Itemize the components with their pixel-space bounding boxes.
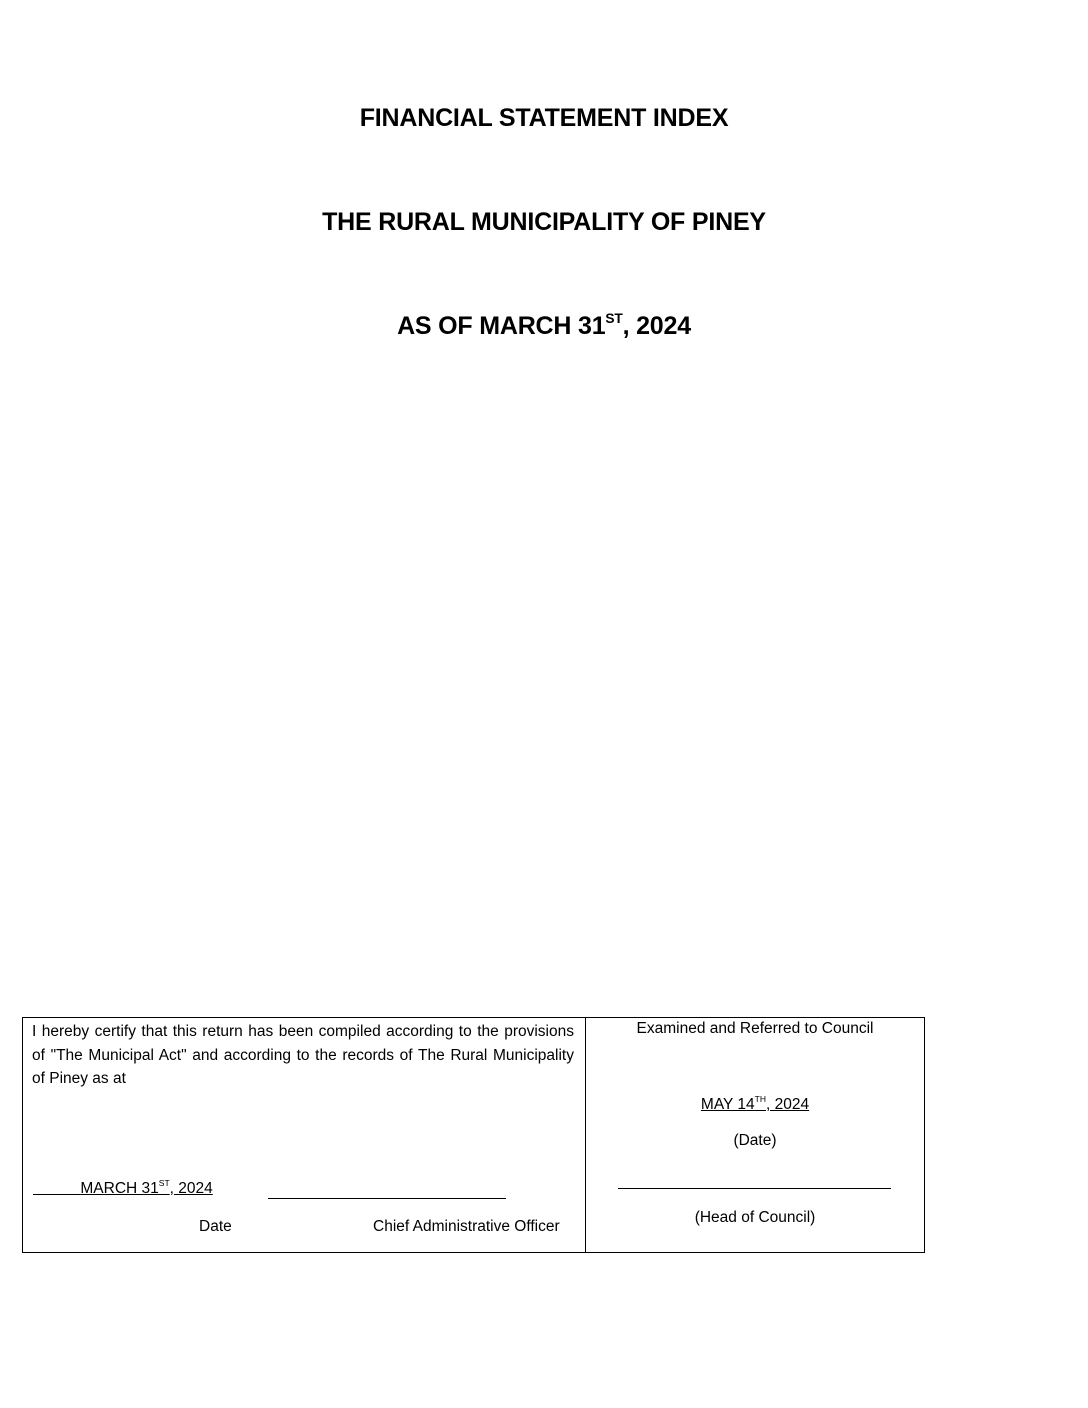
- certification-date-suffix: , 2024: [169, 1180, 213, 1197]
- council-signature-label: (Head of Council): [694, 1209, 816, 1226]
- as-of-date-sup: ST: [605, 311, 623, 327]
- certification-statement: I hereby certify that this return has been compiled according to the provisions of "The Municipal Act" and according to the records of The Rural Municipality of Piney as at: [32, 1023, 574, 1087]
- council-heading: Examined and Referred to Council: [636, 1020, 874, 1037]
- council-date-sup: TH: [754, 1094, 766, 1104]
- council-date-suffix: , 2024: [765, 1096, 810, 1113]
- council-date-prefix: MAY 14: [700, 1096, 755, 1113]
- certification-box: [22, 1017, 925, 1253]
- council-date-label: (Date): [733, 1132, 777, 1149]
- officer-signature-line: [268, 1198, 506, 1199]
- certification-date-prefix: MARCH 31: [80, 1180, 159, 1197]
- date-label: Date: [199, 1218, 232, 1235]
- certification-date-sup: ST: [158, 1178, 170, 1188]
- council-signature-line: [618, 1188, 891, 1189]
- council-date: [586, 1096, 924, 1114]
- municipality-name: THE RURAL MUNICIPALITY OF PINEY: [322, 208, 766, 236]
- certification-date: [33, 1180, 213, 1198]
- document-title: FINANCIAL STATEMENT INDEX: [359, 104, 729, 132]
- as-of-date-suffix: , 2024: [622, 312, 691, 340]
- as-of-date-prefix: AS OF MARCH 31: [397, 312, 606, 340]
- officer-label: Chief Administrative Officer: [373, 1218, 560, 1235]
- as-of-date: [0, 312, 1088, 341]
